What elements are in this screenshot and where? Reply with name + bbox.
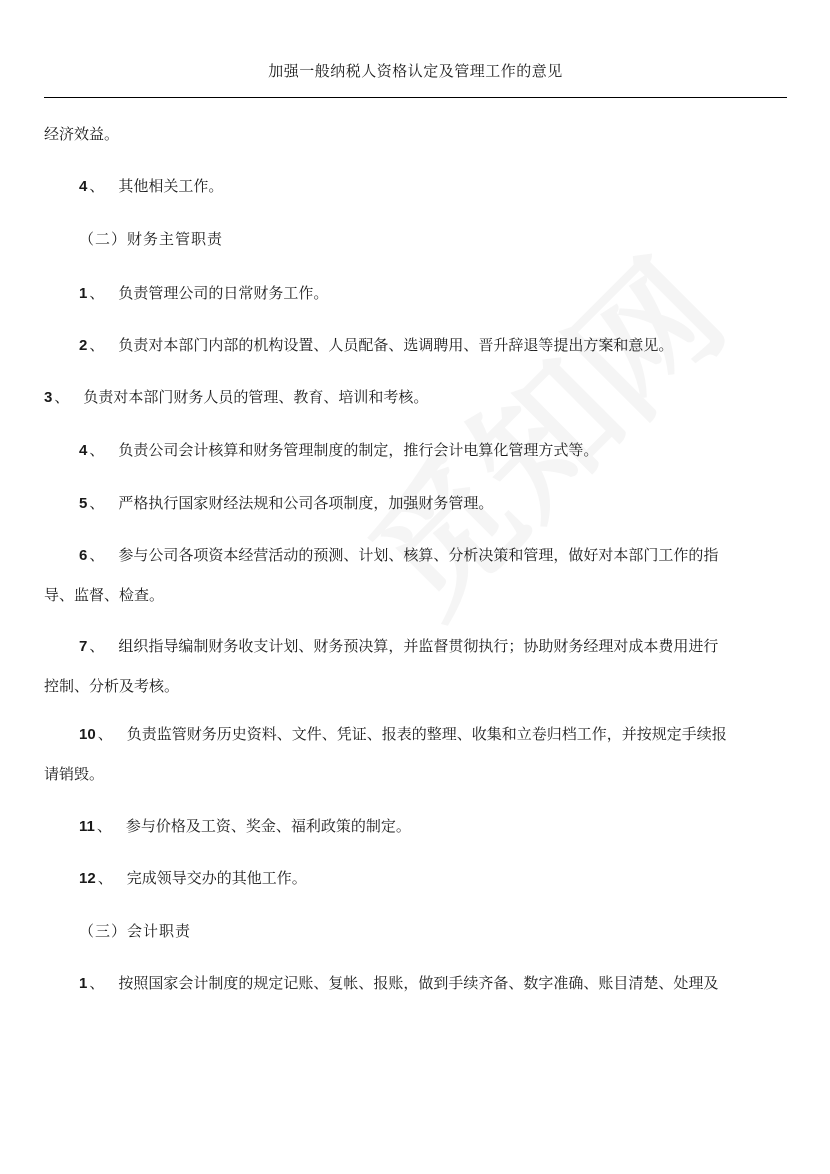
list-item-10: 10 、 负责监管财务历史资料、文件、凭证、报表的整理、收集和立卷归档工作，并按规定手续报	[79, 725, 727, 743]
list-item-text: 负责对本部门内部的机构设置、人员配备、选调聘用、晋升辞退等提出方案和意见。	[118, 336, 674, 354]
list-item-2: 2 、 负责对本部门内部的机构设置、人员配备、选调聘用、晋升辞退等提出方案和意见。	[79, 336, 674, 354]
list-item-text: 负责对本部门财务人员的管理、教育、培训和考核。	[83, 388, 429, 406]
page-header-title: 加强一般纳税人资格认定及管理工作的意见	[268, 62, 563, 80]
list-item-text: 负责管理公司的日常财务工作。	[118, 284, 329, 302]
list-item-1: 1 、 负责管理公司的日常财务工作。	[79, 284, 329, 302]
list-number: 4	[79, 178, 88, 195]
list-number: 4	[79, 442, 88, 459]
list-number: 7	[79, 638, 88, 655]
list-number: 2	[79, 337, 88, 354]
section-heading-finance-supervisor: （二）财务主管职责	[79, 230, 224, 248]
list-item-4b: 4 、 负责公司会计核算和财务管理制度的制定，推行会计电算化管理方式等。	[79, 441, 599, 459]
list-number: 5	[79, 495, 88, 512]
header-divider	[44, 97, 787, 98]
text-line-continuation: 导、监督、检查。	[44, 586, 165, 604]
list-item-text: 完成领导交办的其他工作。	[126, 869, 307, 887]
list-item-3: 3 、 负责对本部门财务人员的管理、教育、培训和考核。	[44, 388, 429, 406]
text-line-continuation: 请销毁。	[44, 765, 105, 783]
watermark	[320, 211, 759, 650]
list-item-4: 4 、 其他相关工作。	[79, 177, 224, 195]
list-item-text: 参与公司各项资本经营活动的预测、计划、核算、分析决策和管理，做好对本部门工作的指	[118, 546, 719, 564]
list-item-5: 5 、 严格执行国家财经法规和公司各项制度，加强财务管理。	[79, 494, 494, 512]
list-number: 1	[79, 975, 88, 992]
list-number: 3	[44, 389, 53, 406]
list-item-text: 负责公司会计核算和财务管理制度的制定，推行会计电算化管理方式等。	[118, 441, 599, 459]
list-item-6: 6 、 参与公司各项资本经营活动的预测、计划、核算、分析决策和管理，做好对本部门工作的指	[79, 546, 719, 564]
list-item-text: 参与价格及工资、奖金、福利政策的制定。	[125, 817, 411, 835]
list-item-text: 组织指导编制财务收支计划、财务预决算，并监督贯彻执行；协助财务经理对成本费用进行	[118, 637, 719, 655]
list-item-text: 负责监管财务历史资料、文件、凭证、报表的整理、收集和立卷归档工作，并按规定手续报	[126, 725, 727, 743]
list-number: 6	[79, 547, 88, 564]
text-line-continuation: 经济效益。	[44, 125, 120, 143]
text-line-continuation: 控制、分析及考核。	[44, 677, 180, 695]
list-item-7: 7 、 组织指导编制财务收支计划、财务预决算，并监督贯彻执行；协助财务经理对成本费用进行	[79, 637, 719, 655]
list-number: 12	[79, 870, 96, 887]
list-item-12: 12 、 完成领导交办的其他工作。	[79, 869, 307, 887]
list-number: 11	[79, 818, 95, 835]
list-item-1b: 1 、 按照国家会计制度的规定记账、复帐、报账，做到手续齐备、数字准确、账目清楚、处理及	[79, 974, 719, 992]
section-heading-accounting: （三）会计职责	[79, 922, 192, 940]
list-number: 10	[79, 726, 96, 743]
list-item-text: 严格执行国家财经法规和公司各项制度，加强财务管理。	[118, 494, 494, 512]
list-item-text: 按照国家会计制度的规定记账、复帐、报账，做到手续齐备、数字准确、账目清楚、处理及	[118, 974, 719, 992]
list-item-text: 其他相关工作。	[118, 177, 224, 195]
list-item-11: 11 、 参与价格及工资、奖金、福利政策的制定。	[79, 817, 411, 835]
list-number: 1	[79, 285, 88, 302]
